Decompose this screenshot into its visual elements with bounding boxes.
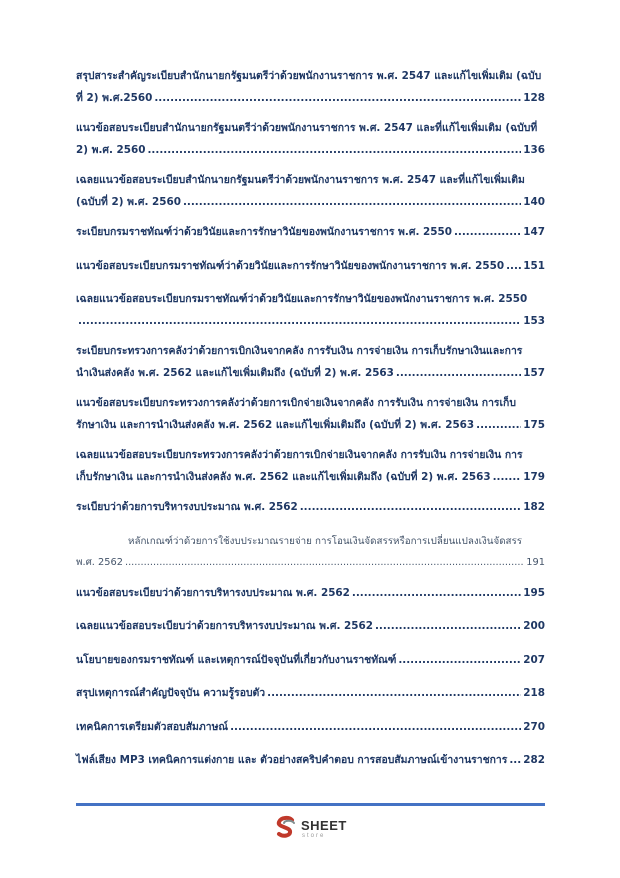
- toc-page-number: 128: [523, 91, 545, 104]
- toc-entry[interactable]: [76, 583, 545, 605]
- toc-page-number: 157: [523, 366, 545, 379]
- toc-entry[interactable]: [76, 750, 545, 772]
- toc-entry-title-continued: นำเงินส่งคลัง พ.ศ. 2562 และแก้ไขเพิ่มเติมถึง (ฉบับที่ 2) พ.ศ. 2563: [76, 366, 394, 379]
- toc-page-number: 200: [523, 620, 545, 632]
- toc-entry-title: เทคนิคการเตรียมตัวสอบสัมภาษณ์: [76, 720, 229, 733]
- toc-entry-title: เฉลยแนวข้อสอบระเบียบสำนักนายกรัฐมนตรีว่าด้วยพนักงานราชการ พ.ศ. 2547 และที่แก้ไขเพิ่มเติม: [76, 174, 525, 186]
- dot-leader: [509, 750, 521, 772]
- logo-wordmark: SHEET: [301, 818, 347, 833]
- toc-entry[interactable]: [76, 683, 545, 705]
- toc-page-number: 151: [523, 259, 545, 272]
- toc-entry-title-continued: รักษาเงิน และการนำเงินส่งคลัง พ.ศ. 2562 และแก้ไขเพิ่มเติมถึง (ฉบับที่ 2) พ.ศ. 2563: [76, 418, 475, 431]
- dot-leader: [78, 311, 521, 333]
- toc-entry-title: ระเบียบกรมราชทัณฑ์ว่าด้วยวินัยและการรักษาวินัยของพนักงานราชการ พ.ศ. 2550: [76, 226, 452, 238]
- toc-entry[interactable]: [76, 497, 545, 519]
- toc-entry[interactable]: [76, 531, 545, 574]
- dot-leader: [476, 415, 521, 437]
- toc-entry[interactable]: [76, 222, 545, 244]
- dot-leader: [230, 717, 521, 739]
- table-of-contents: [76, 66, 545, 784]
- toc-entry[interactable]: [76, 66, 545, 109]
- dot-leader: [300, 497, 522, 519]
- toc-page-number: 207: [523, 653, 545, 666]
- toc-entry-title-continued: เก็บรักษาเงิน และการนำเงินส่งคลัง พ.ศ. 2562 และแก้ไขเพิ่มเติมถึง (ฉบับที่ 2) พ.ศ. 2563: [76, 470, 491, 483]
- toc-entry[interactable]: [76, 393, 545, 436]
- toc-page-number: 179: [523, 470, 545, 483]
- toc-page-number: 282: [523, 754, 545, 766]
- toc-entry-title: เฉลยแนวข้อสอบระเบียบกรมราชทัณฑ์ว่าด้วยวินัยและการรักษาวินัยของพนักงานราชการ พ.ศ. 2550: [76, 293, 528, 305]
- toc-entry-title: หลักเกณฑ์ว่าด้วยการใช้งบประมาณรายจ่าย การโอนเงินจัดสรรหรือการเปลี่ยนแปลงเงินจัดสรร: [128, 535, 523, 547]
- toc-page-number: 191: [526, 557, 545, 568]
- dot-leader: [454, 222, 521, 244]
- toc-entry-title: สรุปเหตุการณ์สำคัญปัจจุบัน ความรู้รอบตัว: [76, 687, 266, 699]
- footer-rule: [76, 803, 545, 806]
- toc-page-number: 153: [523, 314, 545, 327]
- dot-leader: [506, 256, 521, 278]
- dot-leader: [396, 363, 521, 385]
- toc-entry-title: สรุปสาระสำคัญระเบียบสำนักนายกรัฐมนตรีว่าด้วยพนักงานราชการ พ.ศ. 2547 และแก้ไขเพิ่มเติม (ฉบับ: [76, 70, 542, 82]
- toc-page-number: 218: [523, 687, 545, 699]
- dot-leader: [125, 552, 524, 574]
- toc-entry-title-continued: ที่ 2) พ.ศ.2560: [76, 91, 153, 104]
- dot-leader: [267, 683, 521, 705]
- toc-entry[interactable]: [76, 256, 545, 278]
- toc-entry[interactable]: [76, 616, 545, 638]
- dot-leader: [154, 88, 521, 110]
- toc-entry-title: แนวข้อสอบระเบียบกรมราชทัณฑ์ว่าด้วยวินัยและการรักษาวินัยของพนักงานราชการ พ.ศ. 2550: [76, 259, 505, 272]
- sheet-store-logo-icon: [275, 815, 297, 841]
- logo-tagline: store: [302, 833, 326, 839]
- toc-entry-title: แนวข้อสอบระเบียบสำนักนายกรัฐมนตรีว่าด้วยพนักงานราชการ พ.ศ. 2547 และที่แก้ไขเพิ่มเติม (ฉบับที่: [76, 122, 538, 134]
- toc-entry-title: ระเบียบกระทรวงการคลังว่าด้วยการเบิกเงินจากคลัง การรับเงิน การจ่ายเงิน การเก็บรักษาเงินและการ: [76, 345, 523, 357]
- dot-leader: [375, 616, 521, 638]
- toc-entry[interactable]: [76, 445, 545, 488]
- toc-entry[interactable]: [76, 341, 545, 384]
- toc-page-number: 182: [523, 501, 545, 513]
- sheet-store-logo: [275, 815, 365, 845]
- toc-page-number: 270: [523, 720, 545, 733]
- toc-entry-title: แนวข้อสอบระเบียบว่าด้วยการบริหารงบประมาณ พ.ศ. 2562: [76, 586, 350, 599]
- toc-entry-title-continued: 2) พ.ศ. 2560: [76, 143, 146, 156]
- dot-leader: [352, 583, 521, 605]
- toc-entry-title: ไฟล์เสียง MP3 เทคนิคการแต่งกาย และ ตัวอย่างสคริปคำตอบ การสอบสัมภาษณ์เข้างานราชการ: [76, 754, 508, 766]
- toc-entry[interactable]: [76, 289, 545, 332]
- toc-page-number: 195: [523, 586, 545, 599]
- dot-leader: [147, 140, 521, 162]
- toc-entry[interactable]: [76, 118, 545, 161]
- toc-entry-title: แนวข้อสอบระเบียบกระทรวงการคลังว่าด้วยการเบิกจ่ายเงินจากคลัง การรับเงิน การจ่ายเงิน การเก็บ: [76, 397, 516, 409]
- toc-entry-title: นโยบายของกรมราชทัณฑ์ และเหตุการณ์ปัจจุบันที่เกี่ยวกับงานราชทัณฑ์: [76, 653, 397, 666]
- dot-leader: [183, 192, 521, 214]
- toc-entry[interactable]: [76, 650, 545, 672]
- toc-entry[interactable]: [76, 717, 545, 739]
- toc-entry-title: เฉลยแนวข้อสอบระเบียบกระทรวงการคลังว่าด้วยการเบิกจ่ายเงินจากคลัง การรับเงิน การจ่ายเงิน การ: [76, 449, 523, 461]
- toc-page-number: 175: [523, 418, 545, 431]
- toc-entry-title: ระเบียบว่าด้วยการบริหารงบประมาณ พ.ศ. 2562: [76, 501, 298, 513]
- toc-page-number: 140: [523, 195, 545, 208]
- toc-entry-title-continued: พ.ศ. 2562: [76, 557, 123, 568]
- toc-page-number: 136: [523, 143, 545, 156]
- toc-page-number: 147: [523, 226, 545, 238]
- toc-entry[interactable]: [76, 170, 545, 213]
- dot-leader: [493, 467, 522, 489]
- toc-entry-title-continued: (ฉบับที่ 2) พ.ศ. 2560: [76, 195, 181, 208]
- toc-entry-title: เฉลยแนวข้อสอบระเบียบว่าด้วยการบริหารงบประมาณ พ.ศ. 2562: [76, 620, 373, 632]
- dot-leader: [398, 650, 521, 672]
